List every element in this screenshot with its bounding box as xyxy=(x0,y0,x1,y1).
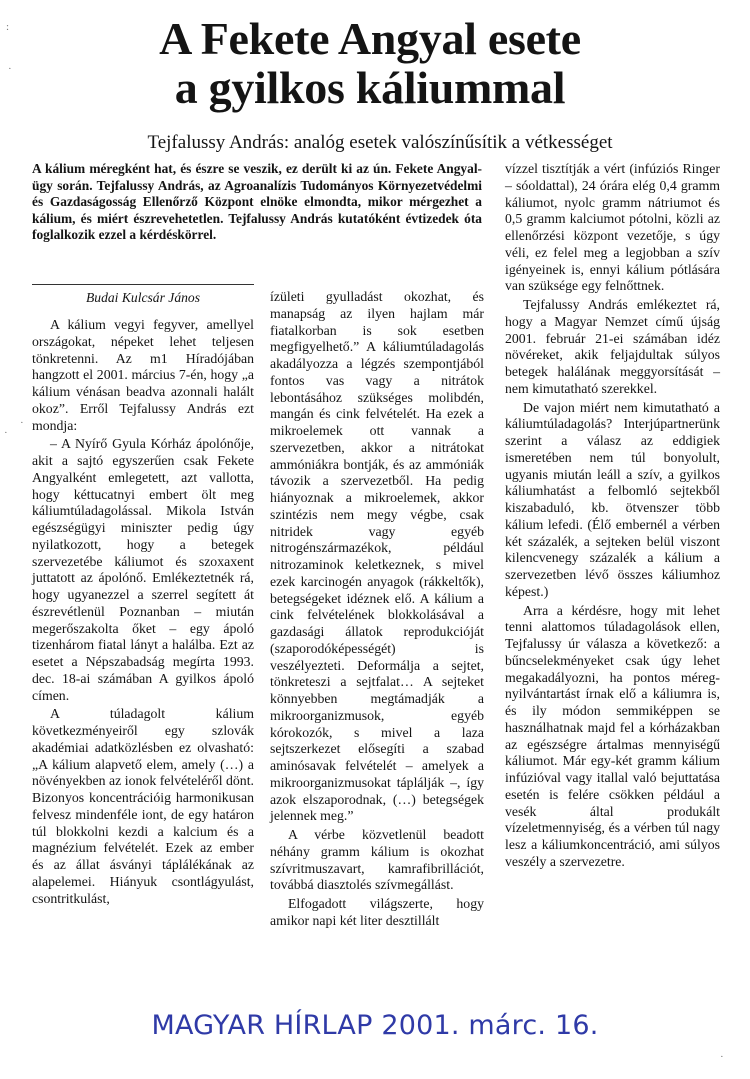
paragraph: Tejfalussy András emlékeztet rá, hogy a Magyar Nemzet című újság 2001. február 21-ei számában idéz növéreket, akik feljajdultak súlyos betegek halálának meggyorsítását – nem kimutatható szerekkel. xyxy=(505,297,720,396)
headline-line-1: A Fekete Angyal esete xyxy=(159,13,581,64)
paragraph: De vajon miért nem kimutatható a káliumtúladagolás? Interjúpartnerünk szerint a válasz az eddigiek ismeretében nem túl bonyolult, ugyanis miután leáll a szív, a gyilkos káliumhatást a felbomló sejtekből kiszabaduló, kb. ötvenszer több kálium lefedi. (Élő embernél a vérben két százalék, a sejteken belül viszont kilencvenegy százalék a kálium a szervezetben lévő összes káliumhoz képest.) xyxy=(505,399,720,599)
text-column-1 xyxy=(32,317,254,907)
paragraph: Elfogadott világszerte, hogy amikor napi két liter desztillált xyxy=(270,896,484,928)
scan-speck: · xyxy=(8,63,12,75)
article-byline: Budai Kulcsár János xyxy=(85,290,201,305)
byline-divider xyxy=(32,284,254,285)
text-column-2 xyxy=(270,289,484,930)
scan-speck: : xyxy=(6,21,10,33)
paragraph: Arra a kérdésre, hogy mit lehet tenni alattomos túladagolások ellen, Tejfalussy úr válasza a következő: a bűncselekményeket csak úgy lehet megakadályozni, ha pontos méreg-nyilvántartást írnak elő a káliumra is, és ily módon semmiképpen se használhatnak majd fel a kórházakban az egészségre ártalmas mennyiségű káliumot. Már egy-két gramm kálium infúzióval vagy itallal való bejuttatása esetén is felére csökken például a vesék által produkált vízeletmennyiség, és a vérben túl nagy lesz a káliumkoncentráció, ami súlyos veszély a szervezetre. xyxy=(505,602,720,869)
scan-speck: · xyxy=(20,417,24,429)
paragraph: ízületi gyulladást okozhat, és manapság az ilyen hajlam már fiatalkorban is sok esetben megfigyelhető.” A káliumtúladagolás akadályozza a légzés szempontjából fontos vas vagy a nitrátok lebontásához szükséges molibdén, mangán és cink felvételét. Ha ezek a mikroelemek ott vannak a szervezetben, akkor a nitrátokat ammóniákra bontják, és az ammóniák távozik a szervezetből. Ha pedig hiányoznak a mikroelemek, akkor szintézis nem megy végbe, csak nitridek vagy egyéb nitrogénszármazékok, például nitrozaminok keletkeznek, s mivel ezek karcinogén anyagok (rákkeltők), betegségeket idéznek elő. A kálium a cink felvételének blokkolásával a gazdasági állatok reprodukcióját (szaporodóképességét) is veszélyezteti. Deformálja a sejtet, tönkreteszi a sejtfalat… A sejteket könnyebben megtámadják a mikroorganizmusok, egyéb kórokozók, s mivel a laza sejtszerkezet elősegíti a szabad aminósavak felvételét – amelyek a mikroorganizmusokat táplálják –, így azok elszaporodnak, (…) betegségek jelennek meg.” xyxy=(270,289,484,824)
headline-line-2: a gyilkos káliummal xyxy=(174,62,566,113)
paragraph: – A Nyírő Gyula Kórház ápolónője, akit a sajtó egyszerűen csak Fekete Angyalként emlegetett, azt vallotta, hogy kéttucatnyi embert ölt meg káliumtúladagolással. Mikola István egészségügyi miniszter pedig úgy nyilatkozott, hogy a betegek szervezetébe káliumot és szoxaxent juttatott az ápolónő. Emlékeztetnék rá, hogy ugyanezzel a szerrel segített át észrevétlenül Poznanban – miután megerőszakolta őket – egy ápoló tizenhárom fiatal lányt a halálba. Ezt az esetet a Népszabadság megírta 1993. dec. 18-ai számában A gyilkos ápoló címen. xyxy=(32,436,254,703)
source-caption: MAGYAR HÍRLAP 2001. márc. 16. xyxy=(151,1010,599,1041)
paragraph: vízzel tisztítják a vért (infúziós Ringer – sóoldattal), 24 órára elég 0,4 gramm káliumot, nyolc gramm nátriumot és 0,5 gramm kalciumot pótolni, közli az ellenőrzési központ vezetője, s úgy véli, ez felel meg a legjobban a szív igényeinek is, ennyi kálium pótlására van szüksége egy felnőttnek. xyxy=(505,161,720,294)
paragraph: A túladagolt kálium következményeiről egy szlovák akadémiai adatközlésben ez olvasható: „A kálium alapvető elem, amely (…) a növényekben az ionok felvételéről dönt. Bizonyos koncentrációig harmonikusan felvesz mindenféle iont, de egy határon túl blokkolni kezdi a kalcium és a magnézium felvételét. Ezek az ember és az állat ásványi táplálékának az alapelemei. Hiányuk csontlágyulást, csontritkulást, xyxy=(32,706,254,906)
paragraph: A vérbe közvetlenül beadott néhány gramm kálium is okozhat szívritmuszavart, kamrafibrillációt, továbbá diasztolés szívmegállást. xyxy=(270,827,484,893)
scan-speck: · xyxy=(4,427,8,439)
paragraph: A kálium vegyi fegyver, amellyel országokat, népeket lehet teljesen tönkretenni. Az m1 Híradójában hangzott el 2001. március 7-én, hogy „a kálium vénásan beadva azonnali halált okoz”. Erről Tejfalussy András ezt mondja: xyxy=(32,317,254,433)
article-lead: A kálium méregként hat, és észre se veszik, ez derült ki az ún. Fekete Angyal-ügy során. Tejfalussy András, az Agroanalízis Tudományos Környezetvédelmi és Gazdaságosság Ellenőrző Központ elnöke elmondta, mikor mérgezhet a kálium, és miért észrevehetetlen. Tejfalussy András kutatóként évtizedek óta foglalkozik ezzel a kérdéskörrel. xyxy=(32,161,482,243)
article-subtitle: Tejfalussy András: analóg esetek valószínűsítik a vétkességet xyxy=(147,132,613,153)
article-headline xyxy=(80,14,660,112)
text-column-3 xyxy=(505,161,720,871)
scan-speck: · xyxy=(720,1051,724,1063)
